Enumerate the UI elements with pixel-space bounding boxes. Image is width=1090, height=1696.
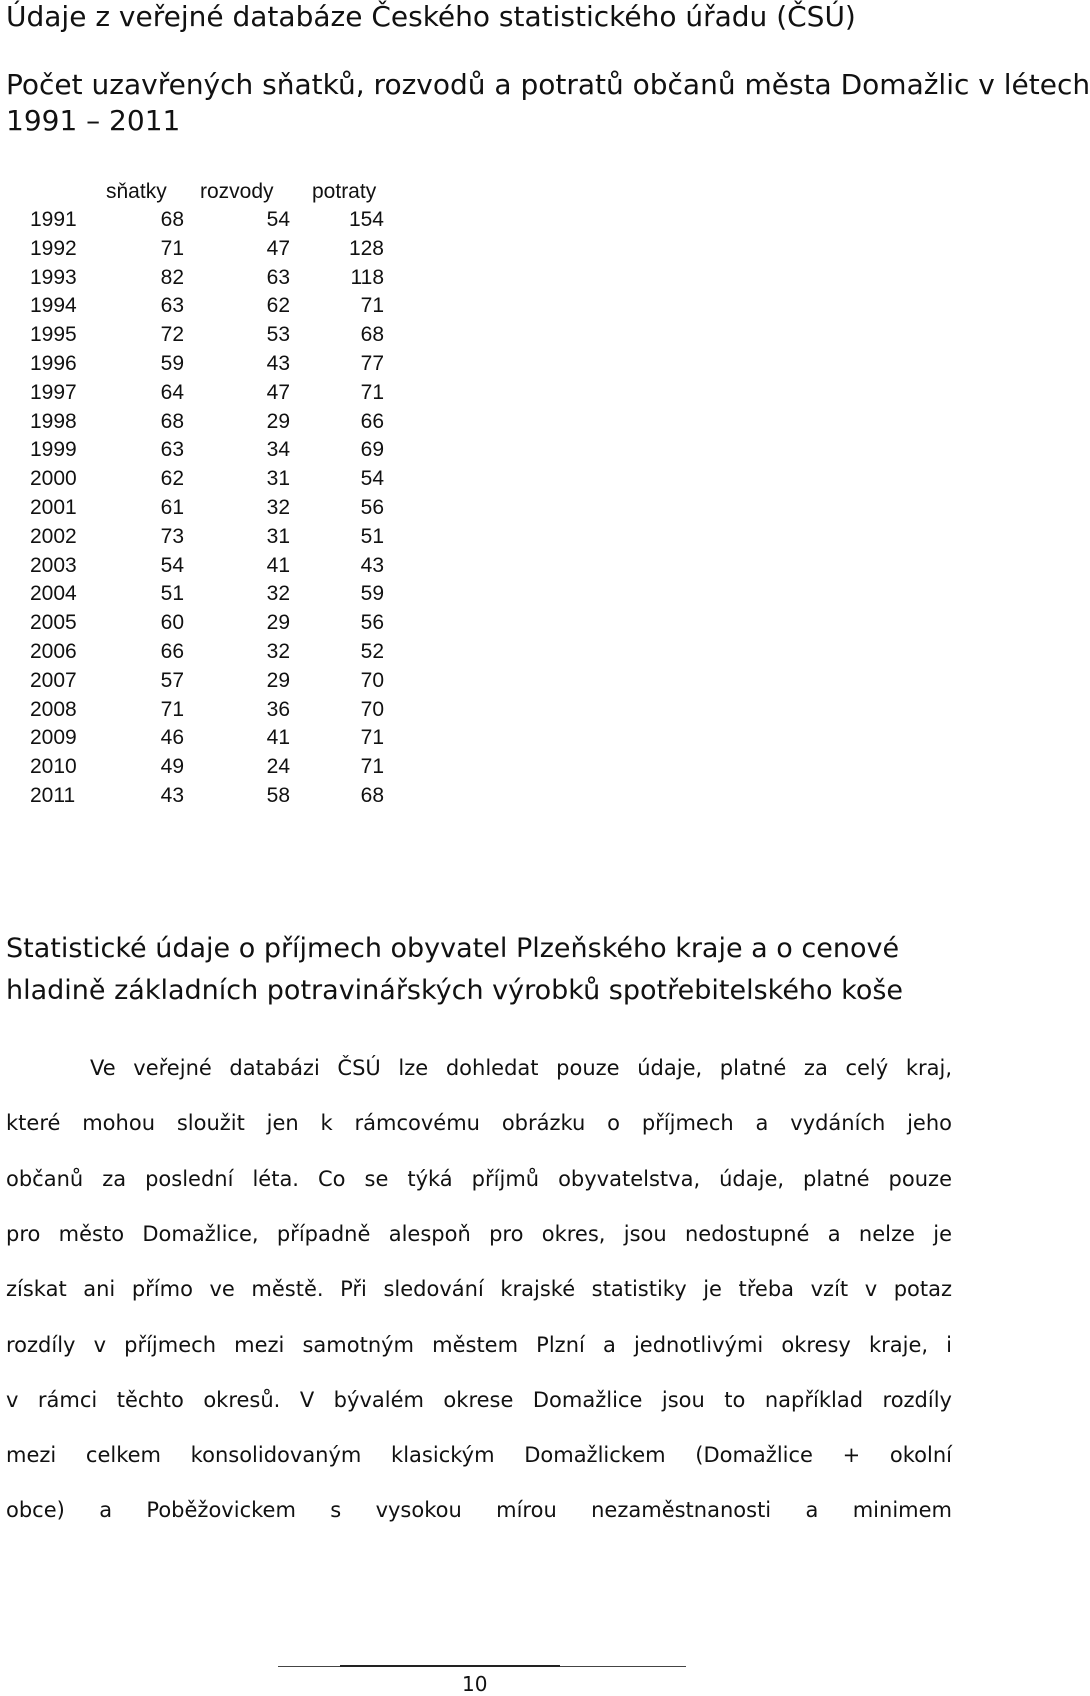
row-year: 2005 <box>30 611 77 635</box>
cell-potraty: 71 <box>360 294 384 318</box>
table-row <box>0 381 420 411</box>
cell-rozvody: 47 <box>266 380 290 404</box>
cell-rozvody: 58 <box>266 784 290 807</box>
cell-snatky: 68 <box>160 208 184 231</box>
cell-rozvody: 31 <box>266 524 290 548</box>
paragraph-line: Ve veřejné databázi ČSÚ lze dohledat pouze údaje, platné za celý kraj, <box>90 1056 952 1080</box>
cell-snatky: 71 <box>160 236 184 260</box>
paragraph-line: mezi celkem konsolidovaným klasickým Domažlickem (Domažlice + okolní <box>6 1443 952 1468</box>
cell-rozvody: 47 <box>266 236 290 260</box>
paragraph-line: které mohou sloužit jen k rámcovému obrázku o příjmech a vydáních jeho <box>6 1111 952 1136</box>
table-row <box>0 467 420 497</box>
row-year: 2001 <box>30 496 77 519</box>
cell-potraty: 70 <box>360 668 384 692</box>
cell-potraty: 71 <box>360 380 384 404</box>
cell-rozvody: 29 <box>266 611 290 635</box>
cell-snatky: 64 <box>160 380 184 404</box>
cell-rozvody: 36 <box>266 697 290 721</box>
table-row <box>0 237 420 267</box>
row-year: 1998 <box>30 409 77 433</box>
cell-potraty: 128 <box>348 236 384 260</box>
table-row <box>0 352 420 382</box>
row-year: 2010 <box>30 755 77 779</box>
cell-rozvody: 24 <box>266 755 290 779</box>
cell-potraty: 118 <box>350 265 384 289</box>
cell-potraty: 69 <box>360 438 384 462</box>
cell-snatky: 57 <box>160 668 184 692</box>
cell-snatky: 46 <box>160 726 184 750</box>
cell-potraty: 59 <box>360 582 384 606</box>
row-year: 2007 <box>30 668 77 692</box>
column-header-rozvody: rozvody <box>200 180 274 203</box>
table-row <box>0 410 420 440</box>
row-year: 2002 <box>30 524 77 548</box>
paragraph-line: občanů za poslední léta. Co se týká příjmů obyvatelstva, údaje, platné pouze <box>6 1166 952 1191</box>
cell-rozvody: 41 <box>266 726 290 750</box>
cell-snatky: 71 <box>160 697 184 721</box>
table-row <box>0 554 420 584</box>
cell-potraty: 52 <box>360 640 384 663</box>
cell-rozvody: 31 <box>266 467 290 491</box>
cell-rozvody: 53 <box>266 323 290 347</box>
cell-snatky: 51 <box>160 582 184 606</box>
cell-rozvody: 32 <box>266 640 290 663</box>
cell-snatky: 66 <box>160 640 184 663</box>
cell-snatky: 62 <box>160 467 184 491</box>
cell-snatky: 63 <box>160 438 184 462</box>
row-year: 1996 <box>30 352 77 375</box>
table-row <box>0 438 420 468</box>
cell-rozvody: 54 <box>266 208 290 231</box>
cell-rozvody: 29 <box>266 409 290 433</box>
row-year: 2000 <box>30 467 77 491</box>
row-year: 1992 <box>30 236 77 260</box>
paragraph-line: v rámci těchto okresů. V bývalém okrese Domažlice jsou to například rozdíly <box>6 1387 952 1412</box>
cell-snatky: 43 <box>160 784 184 807</box>
document-title: Údaje z veřejné databáze Českého statistického úřadu (ČSÚ) <box>6 0 856 33</box>
row-year: 2004 <box>30 582 77 606</box>
cell-potraty: 51 <box>360 524 384 548</box>
page-number: 10 <box>462 1672 488 1696</box>
row-year: 2011 <box>30 784 76 807</box>
footer-divider-accent <box>340 1665 560 1667</box>
table-row <box>0 698 420 728</box>
row-year: 2003 <box>30 553 77 577</box>
cell-potraty: 43 <box>360 553 384 577</box>
section-heading-line-2: hladině základních potravinářských výrobků spotřebitelského koše <box>6 975 904 1006</box>
cell-rozvody: 34 <box>266 438 290 462</box>
cell-snatky: 61 <box>160 496 184 519</box>
column-header-snatky: sňatky <box>106 180 167 203</box>
row-year: 2009 <box>30 726 77 750</box>
cell-rozvody: 32 <box>266 496 290 519</box>
cell-rozvody: 63 <box>266 265 290 289</box>
table-row <box>0 323 420 353</box>
paragraph-line: rozdíly v příjmech mezi samotným městem Plzní a jednotlivými okresy kraje, i <box>6 1332 952 1357</box>
cell-rozvody: 41 <box>266 553 290 577</box>
section-heading <box>6 928 956 1012</box>
section-heading-line-1: Statistické údaje o příjmech obyvatel Plzeňského kraje a o cenové <box>6 933 900 964</box>
table-row <box>0 611 420 641</box>
table-row <box>0 726 420 756</box>
cell-potraty: 56 <box>360 496 384 519</box>
cell-snatky: 68 <box>160 409 184 433</box>
paragraph-line: obce) a Poběžovickem s vysokou mírou nezaměstnanosti a minimem <box>6 1498 952 1523</box>
row-year: 1997 <box>30 380 77 404</box>
table-row <box>0 294 420 324</box>
cell-potraty: 70 <box>360 697 384 721</box>
row-year: 1995 <box>30 323 77 347</box>
table-row <box>0 784 420 814</box>
cell-potraty: 68 <box>360 784 384 807</box>
table-row <box>0 640 420 670</box>
cell-potraty: 154 <box>348 208 384 231</box>
cell-potraty: 71 <box>360 755 384 779</box>
row-year: 1999 <box>30 438 77 462</box>
cell-rozvody: 32 <box>266 582 290 606</box>
cell-potraty: 54 <box>360 467 384 491</box>
cell-snatky: 82 <box>160 265 184 289</box>
paragraph-line: pro město Domažlice, případně alespoň pro okres, jsou nedostupné a nelze je <box>6 1221 952 1246</box>
table-row <box>0 266 420 296</box>
table-header-row <box>0 180 420 210</box>
cell-snatky: 72 <box>160 323 184 347</box>
cell-potraty: 66 <box>360 409 384 433</box>
row-year: 2006 <box>30 640 77 663</box>
row-year: 1993 <box>30 265 77 289</box>
table-caption-line-2: 1991 – 2011 <box>6 104 181 137</box>
cell-snatky: 73 <box>160 524 184 548</box>
table-row <box>0 496 420 526</box>
table-caption-line-1: Počet uzavřených sňatků, rozvodů a potratů občanů města Domažlic v létech <box>6 68 1090 101</box>
cell-snatky: 49 <box>160 755 184 779</box>
cell-potraty: 71 <box>360 726 384 750</box>
table-row <box>0 669 420 699</box>
cell-snatky: 63 <box>160 294 184 318</box>
paragraph-line: získat ani přímo ve městě. Při sledování krajské statistiky je třeba vzít v potaz <box>6 1277 952 1302</box>
cell-rozvody: 62 <box>266 294 290 318</box>
table-row <box>0 208 420 238</box>
cell-snatky: 60 <box>160 611 184 635</box>
table-row <box>0 582 420 612</box>
row-year: 1994 <box>30 294 77 318</box>
cell-rozvody: 43 <box>266 352 290 375</box>
cell-potraty: 77 <box>360 352 384 375</box>
cell-rozvody: 29 <box>266 668 290 692</box>
column-header-potraty: potraty <box>312 180 377 203</box>
cell-snatky: 59 <box>160 352 184 375</box>
row-year: 1991 <box>30 208 77 231</box>
cell-potraty: 56 <box>360 611 384 635</box>
cell-potraty: 68 <box>360 323 384 347</box>
cell-snatky: 54 <box>160 553 184 577</box>
row-year: 2008 <box>30 697 77 721</box>
table-row <box>0 525 420 555</box>
table-row <box>0 755 420 785</box>
